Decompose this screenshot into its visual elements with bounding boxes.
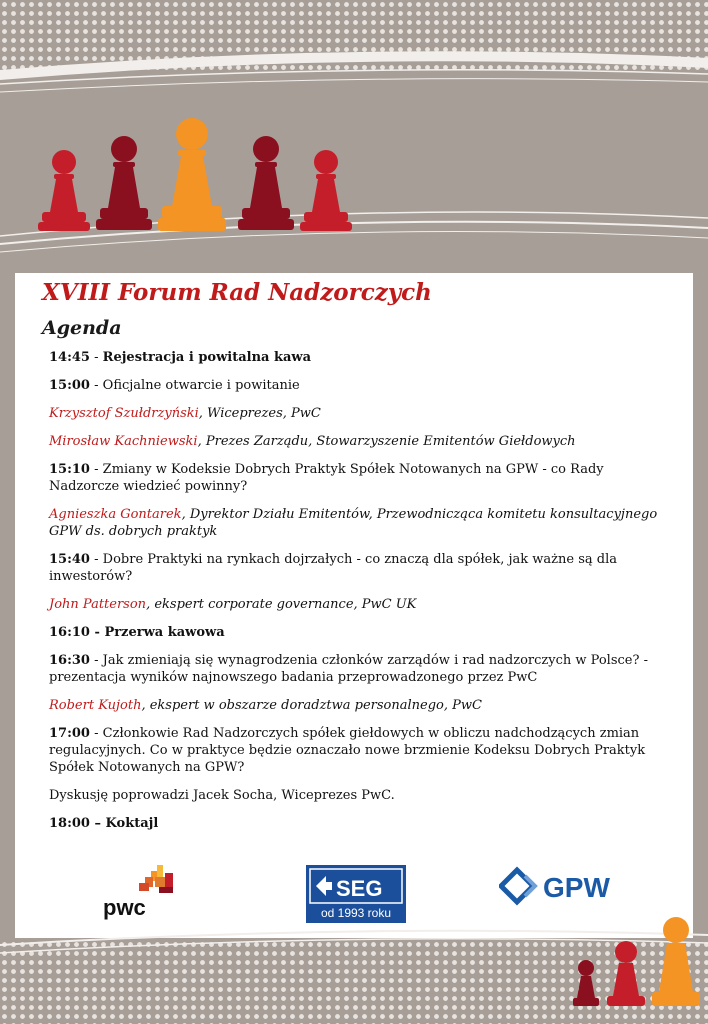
pawn-icon xyxy=(607,941,645,1006)
agenda-time: 15:10 xyxy=(49,462,90,477)
agenda-item: 18:00 – Koktajl xyxy=(49,816,159,831)
speaker-line xyxy=(49,433,659,450)
speaker-line xyxy=(49,697,659,714)
speaker-role: , Wiceprezes, PwC xyxy=(198,406,321,421)
chess-pawns-bottom xyxy=(568,916,708,1016)
agenda-text: Dyskusję poprowadzi Jacek Socha, Wiceprezes PwC. xyxy=(49,788,395,803)
pwc-logo xyxy=(97,863,177,923)
agenda-time: 15:40 xyxy=(49,552,90,567)
pawn-icon xyxy=(96,136,152,230)
agenda-item: 14:45 - Rejestracja i powitalna kawa xyxy=(49,350,312,365)
agenda-item: 16:30 - Jak zmieniają się wynagrodzenia członków zarządów i rad nadzorczych w Polsce? - prezentacja wyników najnowszego badania przeprowadzonego przez PwC xyxy=(49,653,648,685)
agenda-item: 15:40 - Dobre Praktyki na rynkach dojrzałych - co znaczą dla spółek, jak ważne są dla inwestorów? xyxy=(49,552,618,584)
svg-text:SEG: SEG xyxy=(336,876,383,901)
agenda-time: 14:45 xyxy=(49,350,90,365)
agenda-heading: Agenda xyxy=(42,317,122,339)
agenda-item: 15:10 - Zmiany w Kodeksie Dobrych Praktyk Spółek Notowanych na GPW - co Rady Nadzorcze wiedzieć powinny? xyxy=(49,462,604,494)
pawn-icon xyxy=(300,150,352,231)
pawn-icon xyxy=(38,150,90,231)
pawn-icon xyxy=(652,917,700,1006)
speaker-role: , Dyrektor Działu Emitentów, Przewodnicząca komitetu konsultacyjnego GPW ds. dobrych praktyk xyxy=(49,507,658,539)
agenda-time: 16:30 xyxy=(49,653,90,668)
pawn-icon xyxy=(573,960,599,1006)
agenda-text: Jak zmieniają się wynagrodzenia członków zarządów i rad nadzorczych w Polsce? - prezentacja wyników najnowszego badania przeprowadzonego przez PwC xyxy=(49,653,648,685)
agenda-text: Zmiany w Kodeksie Dobrych Praktyk Spółek Notowanych na GPW - co Rady Nadzorcze wiedzieć powinny? xyxy=(49,462,604,494)
speaker-name: Mirosław Kachniewski xyxy=(49,434,198,449)
speaker-line xyxy=(49,596,659,613)
agenda-note xyxy=(49,787,659,804)
agenda-item: 17:00 - Członkowie Rad Nadzorczych spółek giełdowych w obliczu nadchodzących zmian regulacyjnych. Co w praktyce będzie oznaczało nowe brzmienie Kodeksu Dobrych Praktyk Spółek Notowanych na GPW? xyxy=(49,726,646,775)
speaker-line xyxy=(49,506,659,540)
svg-text:GPW: GPW xyxy=(543,872,610,903)
speaker-role: , Prezes Zarządu, Stowarzyszenie Emitentów Giełdowych xyxy=(197,434,576,449)
speaker-role: , ekspert w obszarze doradztwa personalnego, PwC xyxy=(141,698,482,713)
agenda-item: 16:10 - Przerwa kawowa xyxy=(49,625,225,640)
svg-text:pwc: pwc xyxy=(103,895,146,920)
agenda-text: Koktajl xyxy=(105,816,159,831)
agenda-panel xyxy=(15,273,693,938)
speaker-name: Robert Kujoth xyxy=(49,698,142,713)
speaker-name: Agnieszka Gontarek xyxy=(49,507,182,522)
agenda-text: Rejestracja i powitalna kawa xyxy=(102,350,312,365)
svg-text:od 1993 roku: od 1993 roku xyxy=(320,906,392,920)
speaker-line xyxy=(49,405,659,422)
agenda-text: Członkowie Rad Nadzorczych spółek giełdowych w obliczu nadchodzących zmian regulacyjnych. Co w praktyce będzie oznaczało nowe brzmienie Kodeksu Dobrych Praktyk Spółek Notowanych na GPW? xyxy=(49,726,646,775)
chess-pawns-top xyxy=(30,112,370,242)
agenda-text: Dobre Praktyki na rynkach dojrzałych - co znaczą dla spółek, jak ważne są dla inwestorów? xyxy=(49,552,618,584)
agenda-item: 15:00 - Oficjalne otwarcie i powitanie xyxy=(49,378,300,393)
speaker-role: , ekspert corporate governance, PwC UK xyxy=(146,597,417,612)
gpw-logo xyxy=(499,866,627,906)
agenda-time: 15:00 xyxy=(49,378,90,393)
agenda-time: 16:10 xyxy=(49,625,90,640)
event-title: XVIII Forum Rad Nadzorczych xyxy=(42,279,432,306)
agenda-text: Oficjalne otwarcie i powitanie xyxy=(102,378,300,393)
speaker-name: Krzysztof Szułdrzyński xyxy=(49,406,199,421)
agenda-text: Przerwa kawowa xyxy=(104,625,225,640)
pawn-icon xyxy=(238,136,294,230)
pawn-icon xyxy=(158,118,226,231)
agenda-list xyxy=(49,349,659,843)
agenda-time: 17:00 xyxy=(49,726,90,741)
agenda-time: 18:00 xyxy=(49,816,90,831)
speaker-name: John Patterson xyxy=(49,597,147,612)
